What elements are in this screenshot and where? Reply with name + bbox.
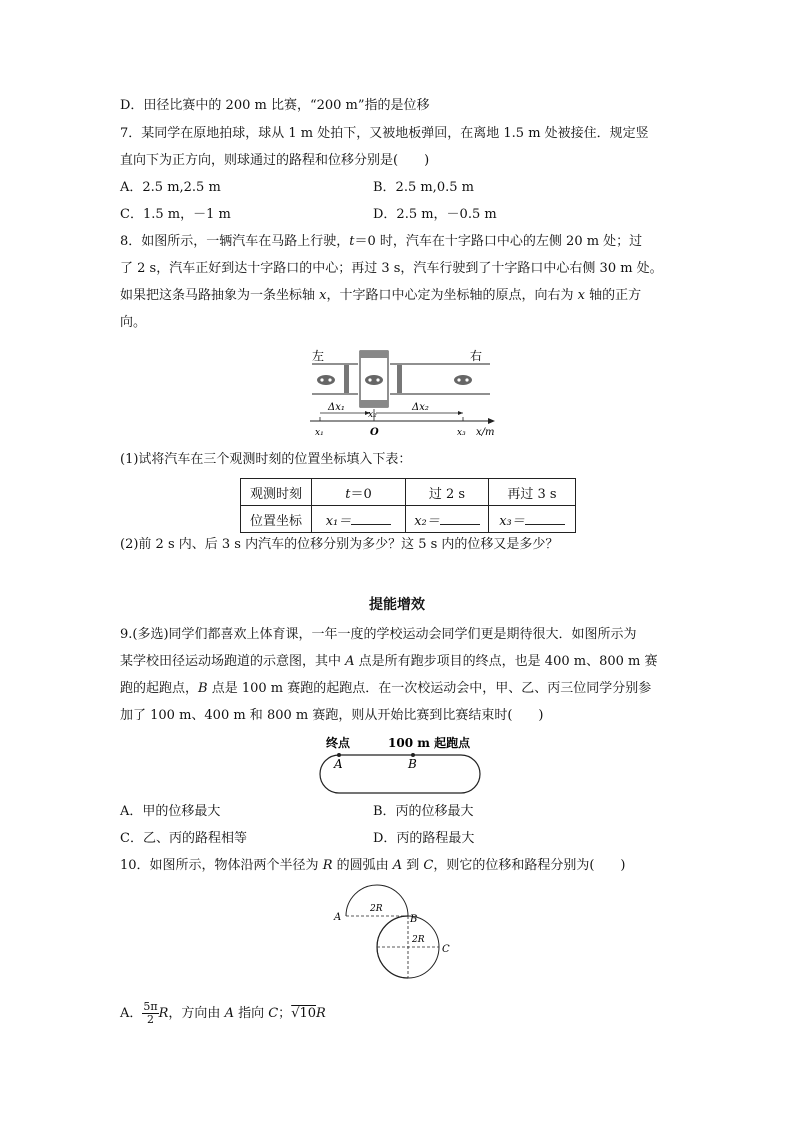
q8-stem-line4: 向。 xyxy=(120,315,147,330)
q10-option-a: A． $\frac{5\pi}{2}$ R，方向由 A 指向 C；√10R xyxy=(120,1000,326,1026)
q7-option-c: C．1.5 m，－1 m xyxy=(120,207,231,222)
q9-option-a: A．甲的位移最大 xyxy=(120,804,221,819)
two-arcs-figure xyxy=(330,880,460,990)
x1-label: x₁ xyxy=(315,428,324,438)
dx1-label: Δx₁ xyxy=(328,402,345,413)
table-row xyxy=(241,506,576,533)
x2-label: x₂ xyxy=(368,410,377,420)
fraction: $\frac{5\pi}{2}$ xyxy=(143,1000,158,1026)
car-center-icon xyxy=(365,375,383,385)
diameter-top-label: 2R xyxy=(370,904,383,914)
arc-point-b-label: B xyxy=(410,914,418,925)
axis-unit-label: x/m xyxy=(476,427,495,438)
q7-stem-line1: 7．某同学在原地拍球，球从 1 m 处拍下，又被地板弹回，在离地 1.5 m 处被接住．规定竖 xyxy=(120,126,649,141)
q6-option-d: D．田径比赛中的 200 m 比赛，“200 m”指的是位移 xyxy=(120,98,430,113)
q9-option-d: D．丙的路程最大 xyxy=(373,831,475,846)
road-right-label: 右 xyxy=(470,349,483,363)
q7-option-a: A．2.5 m,2.5 m xyxy=(120,180,221,195)
q9-stem-line3: 跑的起跑点，B 点是 100 m 赛跑的起跑点．在一次校运动会中，甲、乙、丙三位同学分别参 xyxy=(120,681,652,696)
q7-option-b: B．2.5 m,0.5 m xyxy=(373,180,474,195)
q10-stem: 10．如图所示，物体沿两个半径为 R 的圆弧由 A 到 C，则它的位移和路程分别为( ) xyxy=(120,858,626,873)
origin-label: O xyxy=(370,427,379,438)
arc-point-a-label: A xyxy=(334,912,342,923)
q9-option-c: C．乙、丙的路程相等 xyxy=(120,831,247,846)
q9-stem-line1: 9.(多选)同学们都喜欢上体育课，一年一度的学校运动会同学们更是期待很大．如图所示为 xyxy=(120,627,637,642)
table-header-row xyxy=(241,479,576,506)
q7-stem-line2: 直向下为正方向，则球通过的路程和位移分别是( ) xyxy=(120,153,430,168)
q9-option-b: B．丙的位移最大 xyxy=(373,804,474,819)
table-cell: 位置坐标 xyxy=(241,506,312,533)
table-header-cell: t＝0 xyxy=(312,479,406,506)
q9-stem-line2: 某学校田径运动场跑道的示意图，其中 A 点是所有跑步项目的终点，也是 400 m、800 m 赛 xyxy=(120,654,658,669)
arc-point-c-label: C xyxy=(442,944,450,955)
table-header-cell: 过 2 s xyxy=(406,479,489,506)
q8-part1: (1)试将汽车在三个观测时刻的位置坐标填入下表： xyxy=(120,452,412,467)
start-100m-label: 100 m 起跑点 xyxy=(388,736,471,750)
q8-stem-line2: 了 2 s，汽车正好到达十字路口的中心；再过 3 s，汽车行驶到了十字路口中心右侧 30 m 处。 xyxy=(120,261,663,276)
table-cell: x₃＝ xyxy=(489,506,576,533)
q8-part2: (2)前 2 s 内、后 3 s 内汽车的位移分别为多少？这 5 s 内的位移又是多少？ xyxy=(120,537,559,552)
q7-option-d: D．2.5 m，－0.5 m xyxy=(373,207,497,222)
q8-stem-line1: 8．如图所示，一辆汽车在马路上行驶，t＝0 时，汽车在十字路口中心的左侧 20 m 处；过 xyxy=(120,234,643,249)
x3-label: x₃ xyxy=(457,428,466,438)
point-a-label: A xyxy=(334,757,343,771)
table-cell: x₁＝ xyxy=(312,506,406,533)
road-crossing-figure xyxy=(300,345,510,440)
point-b-label: B xyxy=(408,757,417,771)
car-left-icon xyxy=(317,375,335,385)
table-header-cell: 观测时刻 xyxy=(241,479,312,506)
finish-label: 终点 xyxy=(326,736,351,750)
diameter-bottom-label: 2R xyxy=(412,935,425,945)
section-title: 提能增效 xyxy=(369,597,425,613)
car-right-icon xyxy=(454,375,472,385)
q9-stem-line4: 加了 100 m、400 m 和 800 m 赛跑，则从开始比赛到比赛结束时( ) xyxy=(120,708,544,723)
observation-table xyxy=(240,478,576,533)
road-left-label: 左 xyxy=(312,349,325,363)
table-header-cell: 再过 3 s xyxy=(489,479,576,506)
running-track-figure xyxy=(310,733,490,797)
q8-stem-line3: 如果把这条马路抽象为一条坐标轴 x，十字路口中心定为坐标轴的原点，向右为 x 轴的正方 xyxy=(120,288,642,303)
dx2-label: Δx₂ xyxy=(412,402,429,413)
table-cell: x₂＝ xyxy=(406,506,489,533)
